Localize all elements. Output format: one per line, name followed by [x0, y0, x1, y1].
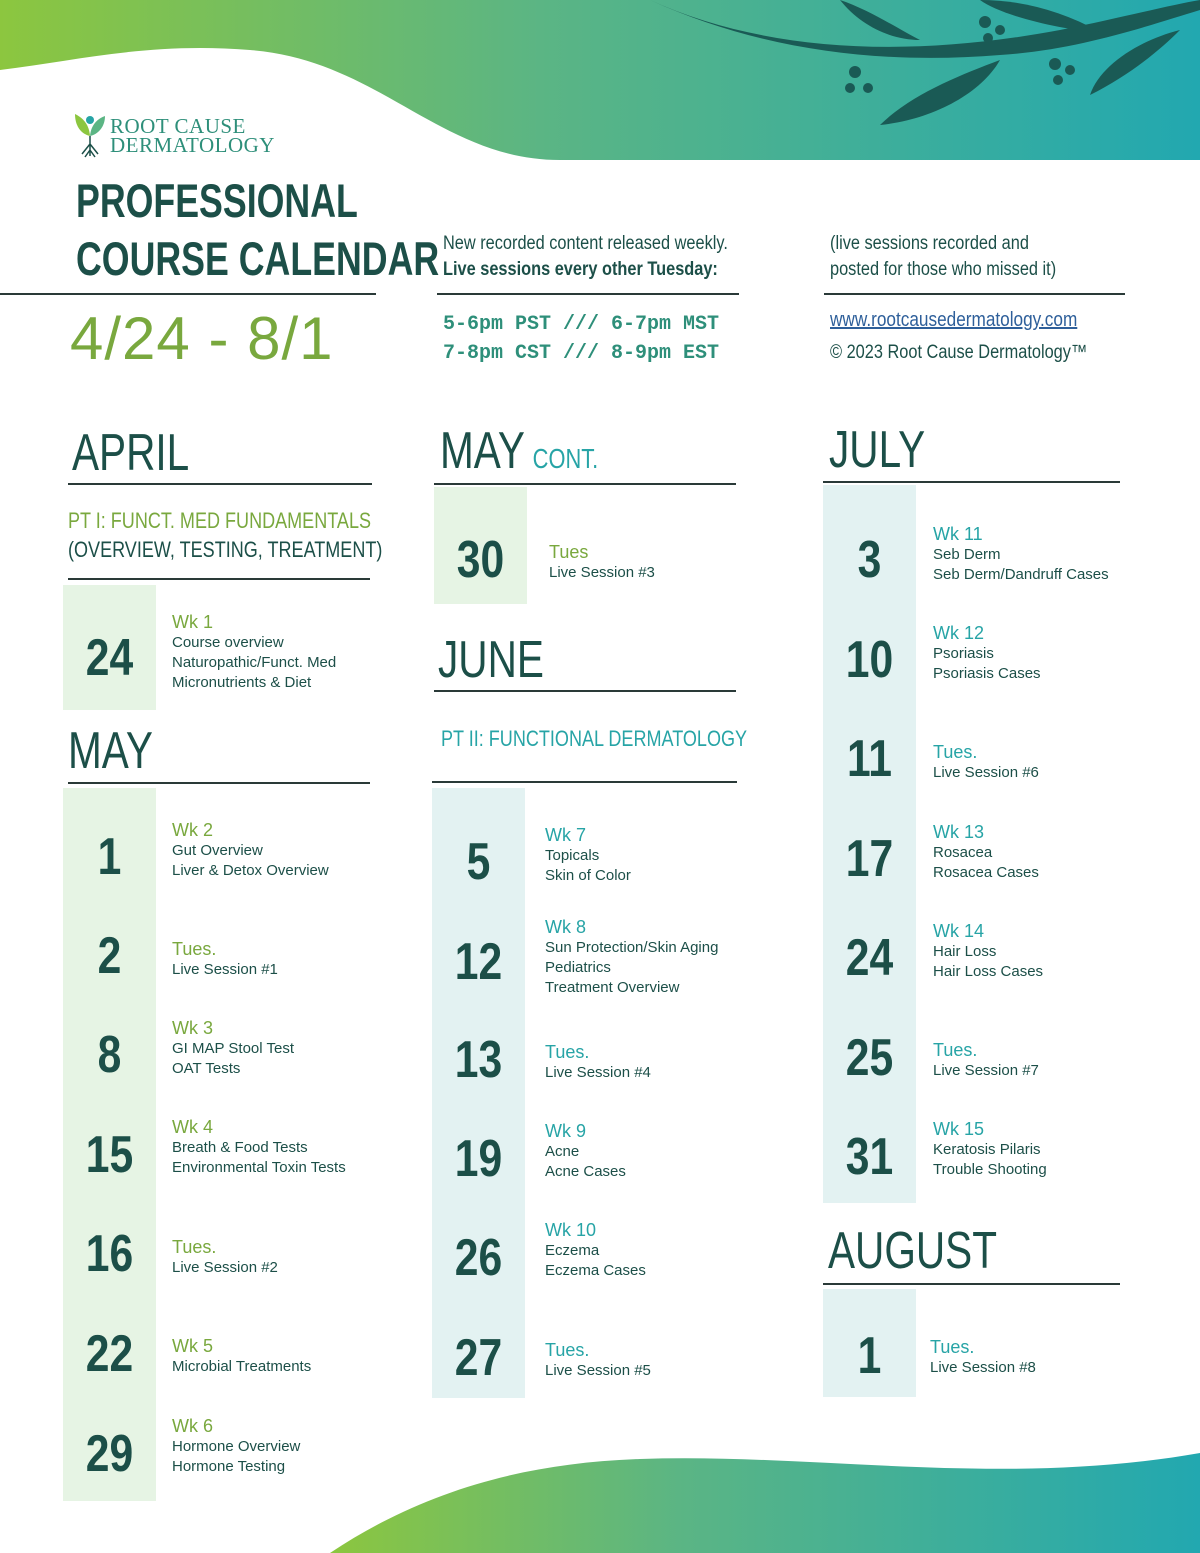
event-title: Tues. — [172, 939, 217, 959]
day-number: 24 — [85, 629, 134, 687]
day-number: 24 — [845, 929, 894, 987]
event-line: Acne — [545, 1143, 580, 1160]
brand-line2: DERMATOLOGY — [110, 133, 275, 157]
month-may-cont-label: MAY — [440, 422, 525, 480]
event-title: Tues. — [933, 742, 978, 762]
info-divider-1 — [437, 293, 739, 295]
recording-note-line1: (live sessions recorded and — [830, 233, 1029, 254]
event-title: Wk 3 — [172, 1018, 214, 1038]
day-number: 26 — [454, 1229, 503, 1287]
june-divider — [434, 690, 736, 692]
event-may-16 — [172, 1237, 278, 1278]
event-title: Wk 13 — [933, 822, 985, 842]
event-line: Hair Loss Cases — [933, 963, 1044, 980]
month-april: APRIL — [72, 424, 190, 482]
event-title: Tues. — [545, 1042, 590, 1062]
release-note: New recorded content released weekly. — [443, 233, 728, 254]
event-line: Live Session #5 — [545, 1362, 651, 1379]
event-line: Hair Loss — [933, 943, 997, 960]
part2-heading: PT II: FUNCTIONAL DERMATOLOGY — [441, 726, 748, 751]
event-title: Wk 2 — [172, 820, 214, 840]
event-jul-17 — [933, 822, 1039, 883]
event-line: Breath & Food Tests — [172, 1139, 308, 1156]
day-number: 1 — [857, 1327, 882, 1385]
times-line2: 7-8pm CST /// 8-9pm EST — [443, 342, 720, 365]
event-line: Live Session #6 — [933, 764, 1039, 781]
event-aug-1 — [930, 1337, 1036, 1378]
event-line: Micronutrients & Diet — [172, 674, 312, 691]
event-line: Eczema — [545, 1242, 600, 1259]
month-cont-suffix: CONT. — [532, 443, 599, 474]
event-line: OAT Tests — [172, 1060, 241, 1077]
title-line2: COURSE CALENDAR — [76, 232, 440, 285]
event-jul-10 — [933, 623, 1041, 684]
day-number: 12 — [454, 933, 503, 991]
event-jul-24 — [933, 921, 1043, 982]
day-number: 10 — [845, 631, 894, 689]
event-jun-26 — [545, 1220, 646, 1281]
event-title: Wk 9 — [545, 1121, 587, 1141]
event-line: Topicals — [545, 847, 600, 864]
day-number: 16 — [85, 1225, 134, 1283]
day-number: 11 — [846, 730, 893, 788]
event-line: Rosacea Cases — [933, 864, 1039, 881]
event-line: Acne Cases — [545, 1163, 626, 1180]
session-times — [443, 310, 719, 368]
part2-divider — [432, 781, 737, 783]
event-line: Live Session #4 — [545, 1064, 651, 1081]
event-title: Wk 15 — [933, 1119, 985, 1139]
event-title: Tues — [549, 542, 589, 562]
event-line: Environmental Toxin Tests — [172, 1159, 346, 1176]
recording-note — [830, 231, 1056, 283]
event-title: Tues. — [933, 1040, 978, 1060]
event-title: Wk 8 — [545, 917, 587, 937]
day-number: 15 — [85, 1126, 134, 1184]
day-number: 5 — [466, 833, 491, 891]
day-number: 29 — [85, 1425, 134, 1483]
day-number: 30 — [456, 531, 505, 589]
event-may-29 — [172, 1416, 300, 1477]
event-title: Wk 12 — [933, 623, 985, 643]
event-line: Live Session #3 — [549, 564, 655, 581]
schedule-info — [443, 231, 728, 283]
event-line: Live Session #2 — [172, 1259, 278, 1276]
event-title: Wk 4 — [172, 1117, 214, 1137]
event-title: Wk 1 — [172, 612, 214, 632]
event-line: Psoriasis Cases — [933, 665, 1041, 682]
event-line: Treatment Overview — [545, 979, 680, 996]
event-title: Wk 10 — [545, 1220, 597, 1240]
event-jun-27 — [545, 1340, 651, 1381]
month-june: JUNE — [438, 631, 544, 689]
event-title: Wk 14 — [933, 921, 985, 941]
may-divider — [68, 782, 370, 784]
day-number: 8 — [97, 1026, 122, 1084]
event-line: Sun Protection/Skin Aging — [545, 939, 719, 956]
event-jul-25 — [933, 1040, 1039, 1081]
event-line: Live Session #8 — [930, 1359, 1036, 1376]
event-jun-5 — [545, 825, 631, 886]
event-jul-3 — [933, 524, 1109, 585]
event-line: GI MAP Stool Test — [172, 1040, 294, 1057]
event-line: Live Session #7 — [933, 1062, 1039, 1079]
event-title: Tues. — [930, 1337, 975, 1357]
event-line: Live Session #1 — [172, 961, 278, 978]
logo-icon — [73, 106, 107, 158]
event-line: Rosacea — [933, 844, 993, 861]
day-number: 3 — [857, 531, 882, 589]
day-number: 22 — [85, 1325, 134, 1383]
month-july: JULY — [829, 421, 926, 479]
event-title: Tues. — [545, 1340, 590, 1360]
july-divider — [823, 481, 1120, 483]
event-line: Course overview — [172, 634, 284, 651]
event-line: Skin of Color — [545, 867, 631, 884]
event-title: Wk 6 — [172, 1416, 214, 1436]
day-number: 31 — [845, 1128, 894, 1186]
event-line: Liver & Detox Overview — [172, 862, 329, 879]
event-title: Tues. — [172, 1237, 217, 1257]
event-may-1 — [172, 820, 329, 881]
event-jun-12 — [545, 917, 718, 998]
info-divider-2 — [824, 293, 1125, 295]
recording-note-line2: posted for those who missed it) — [830, 259, 1057, 280]
august-divider — [823, 1283, 1120, 1285]
april-divider — [68, 483, 372, 485]
date-range: 4/24 - 8/1 — [70, 305, 334, 372]
page-title — [76, 172, 439, 288]
brand-name — [110, 114, 275, 157]
website-link[interactable]: www.rootcausedermatology.com — [830, 309, 1078, 331]
day-number: 27 — [454, 1329, 503, 1387]
part1-subtitle: (OVERVIEW, TESTING, TREATMENT) — [68, 537, 383, 562]
event-line: Psoriasis — [933, 645, 994, 662]
title-divider — [0, 293, 376, 295]
event-line: Trouble Shooting — [933, 1161, 1047, 1178]
event-line: Seb Derm/Dandruff Cases — [933, 566, 1109, 583]
live-sessions-note: Live sessions every other Tuesday: — [443, 259, 718, 280]
event-line: Microbial Treatments — [172, 1358, 312, 1375]
event-line: Seb Derm — [933, 546, 1001, 563]
day-number: 1 — [97, 828, 122, 886]
event-title: Wk 5 — [172, 1336, 214, 1356]
event-title: Wk 11 — [933, 524, 983, 544]
part1-heading — [68, 506, 382, 564]
day-number: 19 — [454, 1130, 503, 1188]
copyright: © 2023 Root Cause Dermatology™ — [830, 342, 1088, 363]
event-apr-24 — [172, 612, 336, 693]
event-line: Gut Overview — [172, 842, 263, 859]
event-line: Hormone Testing — [172, 1458, 286, 1475]
event-title: Wk 7 — [545, 825, 587, 845]
may-cont-divider — [434, 483, 736, 485]
event-may-2 — [172, 939, 278, 980]
day-number: 13 — [454, 1031, 503, 1089]
month-may: MAY — [68, 722, 153, 780]
event-jul-11 — [933, 742, 1039, 783]
day-number: 25 — [845, 1029, 894, 1087]
brand-line1: ROOT CAUSE — [110, 114, 246, 138]
part1-divider — [68, 578, 370, 580]
title-line1: PROFESSIONAL — [76, 174, 358, 227]
part1-title: PT I: FUNCT. MED FUNDAMENTALS — [68, 508, 372, 533]
event-may-30 — [549, 542, 655, 583]
event-line: Naturopathic/Funct. Med — [172, 654, 337, 671]
event-may-22 — [172, 1336, 311, 1377]
times-line1: 5-6pm PST /// 6-7pm MST — [443, 313, 720, 336]
event-jun-19 — [545, 1121, 626, 1182]
event-line: Pediatrics — [545, 959, 611, 976]
event-line: Hormone Overview — [172, 1438, 301, 1455]
day-number: 17 — [845, 830, 894, 888]
day-number: 2 — [97, 927, 122, 985]
event-line: Keratosis Pilaris — [933, 1141, 1041, 1158]
event-may-8 — [172, 1018, 294, 1079]
event-may-15 — [172, 1117, 346, 1178]
event-jun-13 — [545, 1042, 651, 1083]
event-jul-31 — [933, 1119, 1047, 1180]
month-august: AUGUST — [828, 1222, 998, 1280]
month-may-cont — [440, 421, 598, 489]
event-line: Eczema Cases — [545, 1262, 646, 1279]
